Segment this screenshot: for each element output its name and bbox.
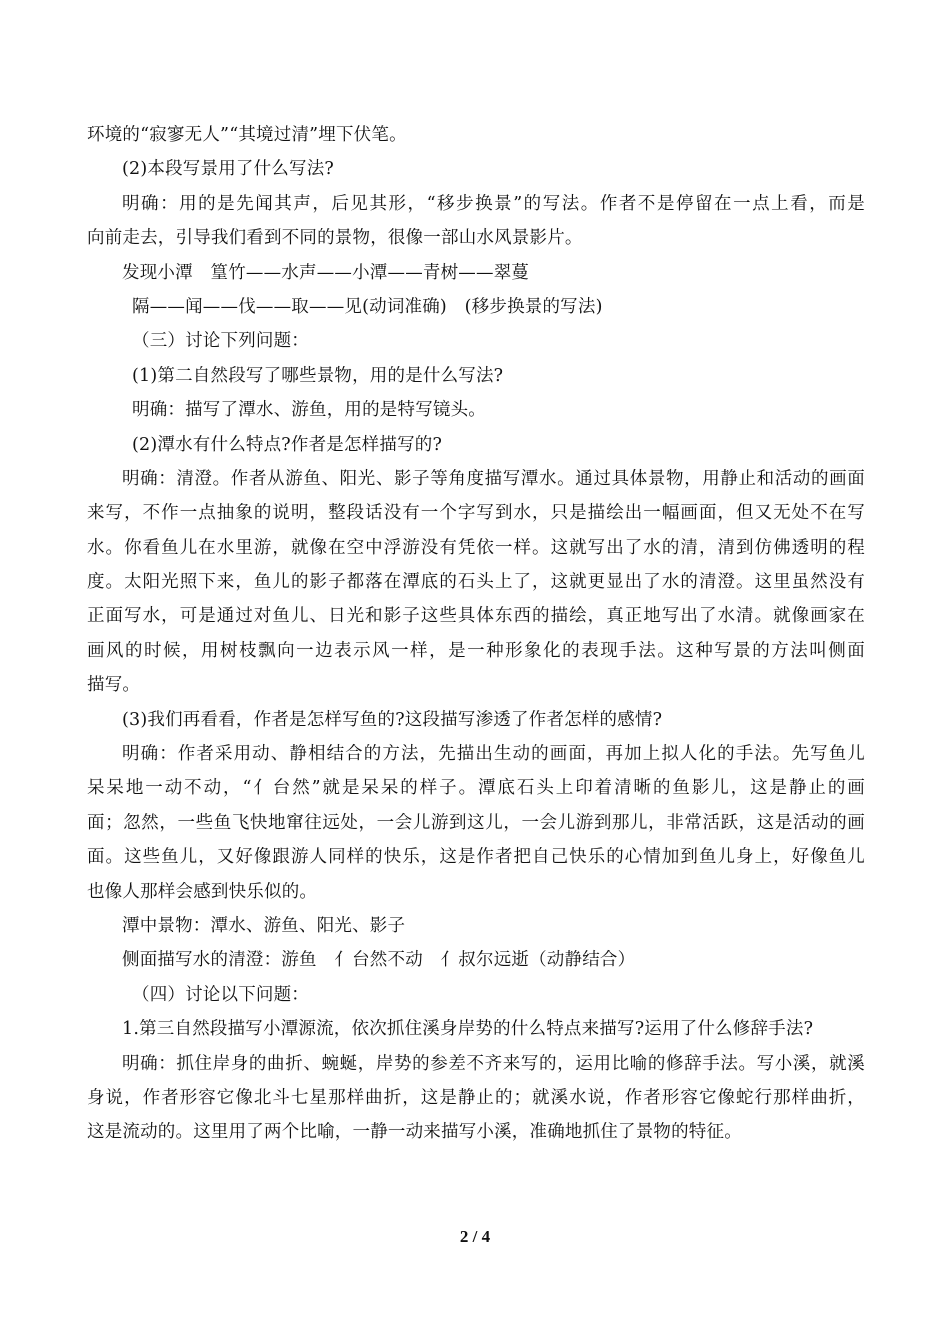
text-line: 也像人那样会感到快乐似的。	[87, 881, 318, 902]
text-line: (1)第二自然段写了哪些景物，用的是什么写法?	[132, 365, 504, 386]
text-line: 水。你看鱼儿在水里游，就像在空中浮游没有凭依一样。这就写出了水的清，清到仿佛透明的程	[87, 537, 865, 558]
text-line: 呆呆地一动不动，“亻台然”就是呆呆的样子。潭底石头上印着清晰的鱼影儿，这是静止的画	[87, 778, 865, 799]
text-line: 1.第三自然段描写小潭源流，依次抓住溪身岸势的什么特点来描写?运用了什么修辞手法?	[122, 1019, 814, 1040]
text-line: 描写。	[87, 675, 141, 696]
text-line: 明确：作者采用动、静相结合的方法，先描出生动的画面，再加上拟人化的手法。先写鱼儿	[122, 744, 865, 765]
text-line: 隔——闻——伐——取——见(动词准确) (移步换景的写法)	[132, 296, 603, 317]
text-line: 向前走去，引导我们看到不同的景物，很像一部山水风景影片。	[87, 228, 583, 249]
text-line: 正面写水，可是通过对鱼儿、日光和影子这些具体东西的描绘，真正地写出了水清。就像画家在	[87, 606, 865, 627]
text-line: 画风的时候，用树枝飘向一边表示风一样，是一种形象化的表现手法。这种写景的方法叫侧面	[87, 640, 865, 661]
page-number: 2 / 4	[459, 1227, 491, 1246]
text-line: 身说，作者形容它像北斗七星那样曲折，这是静止的；就溪水说，作者形容它像蛇行那样曲折，	[87, 1087, 865, 1108]
section-heading: （三）讨论下列问题：	[132, 331, 309, 352]
text-line: 侧面描写水的清澄：游鱼 亻台然不动 亻叔尔远逝（动静结合）	[122, 950, 636, 971]
text-line: 面。这些鱼儿，又好像跟游人同样的快乐，这是作者把自己快乐的心情加到鱼儿身上，好像鱼儿	[87, 847, 865, 868]
text-line: 这是流动的。这里用了两个比喻，一静一动来描写小溪，准确地抓住了景物的特征。	[87, 1122, 742, 1143]
text-line: 明确：用的是先闻其声，后见其形，“移步换景”的写法。作者不是停留在一点上看，而是	[122, 193, 865, 214]
text-line: 明确：抓住岸身的曲折、蜿蜒，岸势的参差不齐来写的，运用比喻的修辞手法。写小溪，就溪	[122, 1053, 865, 1074]
text-line: 发现小潭 篁竹——水声——小潭——青树——翠蔓	[122, 262, 530, 283]
text-line: 度。太阳光照下来，鱼儿的影子都落在潭底的石头上了，这就更显出了水的清澄。这里虽然没有	[87, 572, 865, 593]
text-line: 环境的“寂寥无人”“其境过清”埋下伏笔。	[87, 125, 407, 145]
document-body	[87, 118, 865, 1150]
text-line: (2)本段写景用了什么写法?	[122, 159, 334, 180]
section-heading: （四）讨论以下问题：	[132, 984, 309, 1005]
text-line: 潭中景物：潭水、游鱼、阳光、影子	[122, 915, 406, 936]
text-line: (2)潭水有什么特点?作者是怎样描写的?	[132, 434, 443, 455]
text-line: 明确：清澄。作者从游鱼、阳光、影子等角度描写潭水。通过具体景物，用静止和活动的画面	[122, 468, 865, 489]
text-line: 明确：描写了潭水、游鱼，用的是特写镜头。	[132, 400, 486, 421]
text-line: (3)我们再看看，作者是怎样写鱼的?这段描写渗透了作者怎样的感情?	[122, 709, 663, 730]
text-line: 面；忽然，一些鱼飞快地窜往远处，一会儿游到这儿，一会儿游到那儿，非常活跃，这是活动的画	[87, 812, 865, 833]
text-line: 来写，不作一点抽象的说明，整段话没有一个字写到水，只是描绘出一幅画面，但又无处不在写	[87, 503, 865, 524]
